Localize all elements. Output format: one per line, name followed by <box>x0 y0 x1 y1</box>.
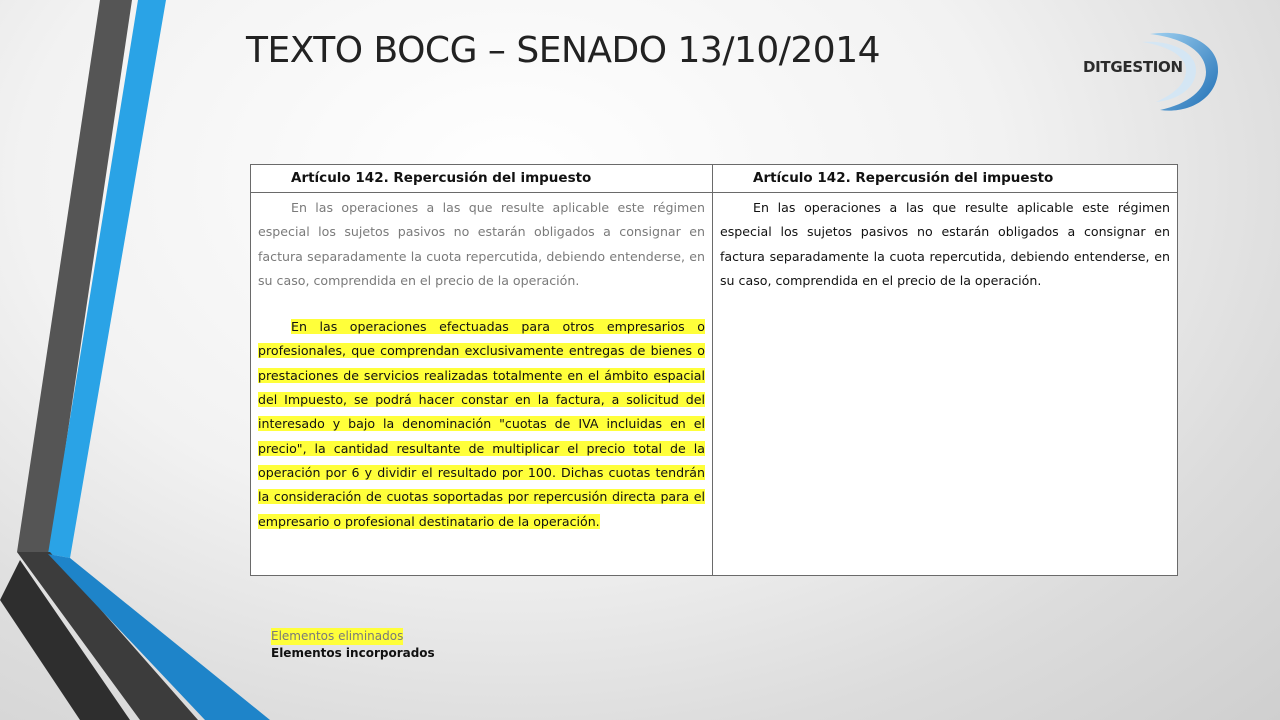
final-paragraph: En las operaciones a las que resulte aplicable este régimen especial los sujetos pasivos no estarán obligados a consignar en factura separadamente la cuota repercutida, debiendo entenderse, en su caso, comprendida en el precio de la operación. <box>720 200 1170 288</box>
added-paragraph <box>258 315 705 534</box>
logo-text: DITGESTION <box>1083 58 1183 76</box>
left-column-text <box>251 193 713 576</box>
header-right: Artículo 142. Repercusión del impuesto <box>713 165 1178 193</box>
legend-removed: Elementos eliminados <box>271 629 404 643</box>
page-title: TEXTO BOCG – SENADO 13/10/2014 <box>246 30 881 71</box>
comparison-table <box>250 164 1178 576</box>
company-logo <box>1072 28 1222 114</box>
table-header-row <box>251 165 1178 193</box>
legend <box>271 628 435 662</box>
right-column-text <box>713 193 1178 576</box>
legend-added: Elementos incorporados <box>271 646 435 660</box>
removed-paragraph: En las operaciones a las que resulte aplicable este régimen especial los sujetos pasivos no estarán obligados a consignar en factura separadamente la cuota repercutida, debiendo entenderse, en su caso, comprendida en el precio de la operación. <box>258 200 705 288</box>
added-paragraph-highlight: En las operaciones efectuadas para otros empresarios o profesionales, que comprendan exclusivamente entregas de bienes o prestaciones de servicios realizadas totalmente en el ámbito espacial del Impuesto, se podrá hacer constar en la factura, a solicitud del interesado y bajo la denominación "cuotas de IVA incluidas en el precio", la cantidad resultante de multiplicar el precio total de la operación por 6 y dividir el resultado por 100. Dichas cuotas tendrán la consideración de cuotas soportadas por repercusión directa para el empresario o profesional destinatario de la operación. <box>258 319 705 529</box>
table-row <box>251 193 1178 576</box>
header-left: Artículo 142. Repercusión del impuesto <box>251 165 713 193</box>
